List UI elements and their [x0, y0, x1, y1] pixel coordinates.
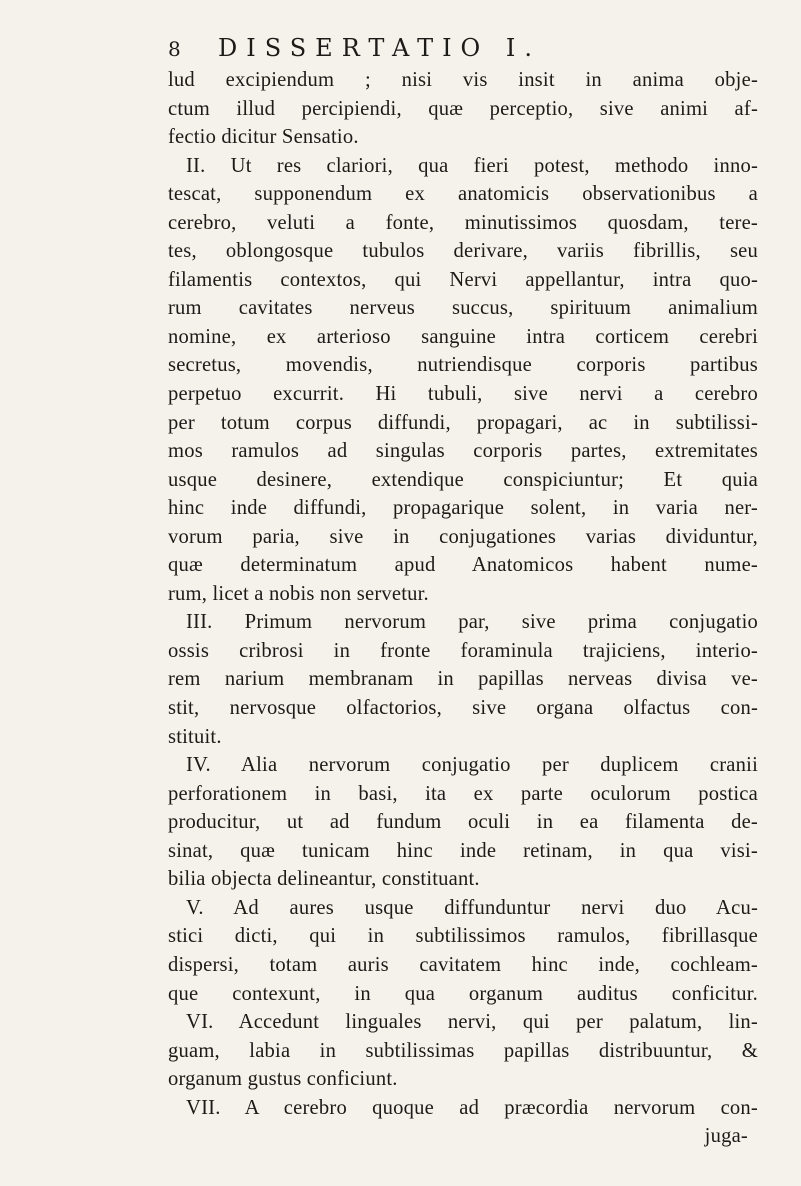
text-line: tescat, supponendum ex anatomicis observationibus a — [168, 183, 758, 206]
text-line: hinc inde diffundi, propagarique solent, in varia ner- — [168, 497, 758, 520]
text-line: per totum corpus diffundi, propagari, ac in subtilissi- — [168, 411, 758, 434]
text-line: ossis cribrosi in fronte foraminula trajiciens, interio- — [168, 639, 758, 662]
text-line: stit, nervosque olfactorios, sive organa olfactus con- — [168, 697, 758, 720]
text-line: filamentis contextos, qui Nervi appellantur, intra quo- — [168, 268, 758, 291]
text-line: V. Ad aures usque diffunduntur nervi duo Acu- — [186, 896, 758, 919]
text-line: rum, licet a nobis non servetur. — [168, 582, 429, 605]
text-line: quæ determinatum apud Anatomicos habent nume- — [168, 554, 758, 577]
text-line: II. Ut res clariori, qua fieri potest, methodo inno- — [186, 154, 758, 177]
text-line: perpetuo excurrit. Hi tubuli, sive nervi a cerebro — [168, 383, 758, 406]
text-line: ctum illud percipiendi, quæ perceptio, sive animi af- — [168, 97, 758, 120]
text-line: sinat, quæ tunicam hinc inde retinam, in qua visi- — [168, 839, 758, 862]
text-line: cerebro, veluti a fonte, minutissimos quosdam, tere- — [168, 211, 758, 234]
text-line: stituit. — [168, 725, 222, 748]
text-line: vorum paria, sive in conjugationes varias dividuntur, — [168, 525, 758, 548]
text-line: VII. A cerebro quoque ad præcordia nervorum con- — [186, 1096, 758, 1119]
text-line: lud excipiendum ; nisi vis insit in anima obje- — [168, 69, 758, 91]
text-line: tes, oblongosque tubulos derivare, variis fibrillis, seu — [168, 240, 758, 263]
text-line: VI. Accedunt linguales nervi, qui per palatum, lin- — [186, 1011, 758, 1034]
text-line: secretus, movendis, nutriendisque corporis partibus — [168, 354, 758, 377]
text-line: rem narium membranam in papillas nerveas divisa ve- — [168, 668, 758, 691]
body-text — [168, 66, 758, 1151]
text-line: stici dicti, qui in subtilissimos ramulos, fibrillasque — [168, 925, 758, 948]
text-line: mos ramulos ad singulas corporis partes, extremitates — [168, 440, 758, 463]
text-line: dispersi, totam auris cavitatem hinc inde, cochleam- — [168, 953, 758, 976]
text-line: bilia objecta delineantur, constituant. — [168, 868, 480, 891]
text-line: rum cavitates nerveus succus, spirituum animalium — [168, 297, 758, 320]
text-line: fectio dicitur Sensatio. — [168, 126, 359, 149]
text-line: producitur, ut ad fundum oculi in ea filamenta de- — [168, 811, 758, 834]
catchword: juga- — [704, 1125, 748, 1148]
running-title: DISSERTATIO I. — [218, 34, 541, 62]
page-number: 8 — [168, 37, 181, 61]
text-line: guam, labia in subtilissimas papillas distribuuntur, & — [168, 1039, 758, 1062]
running-header — [168, 34, 668, 66]
text-line: perforationem in basi, ita ex parte oculorum postica — [168, 782, 758, 805]
text-line: IV. Alia nervorum conjugatio per duplicem cranii — [186, 754, 758, 777]
text-line: III. Primum nervorum par, sive prima conjugatio — [186, 611, 758, 634]
text-line: nomine, ex arterioso sanguine intra corticem cerebri — [168, 325, 758, 348]
text-line: que contexunt, in qua organum auditus conficitur. — [168, 982, 758, 1005]
text-line: organum gustus conficiunt. — [168, 1068, 398, 1091]
text-line: usque desinere, extendique conspiciuntur; Et quia — [168, 468, 758, 491]
